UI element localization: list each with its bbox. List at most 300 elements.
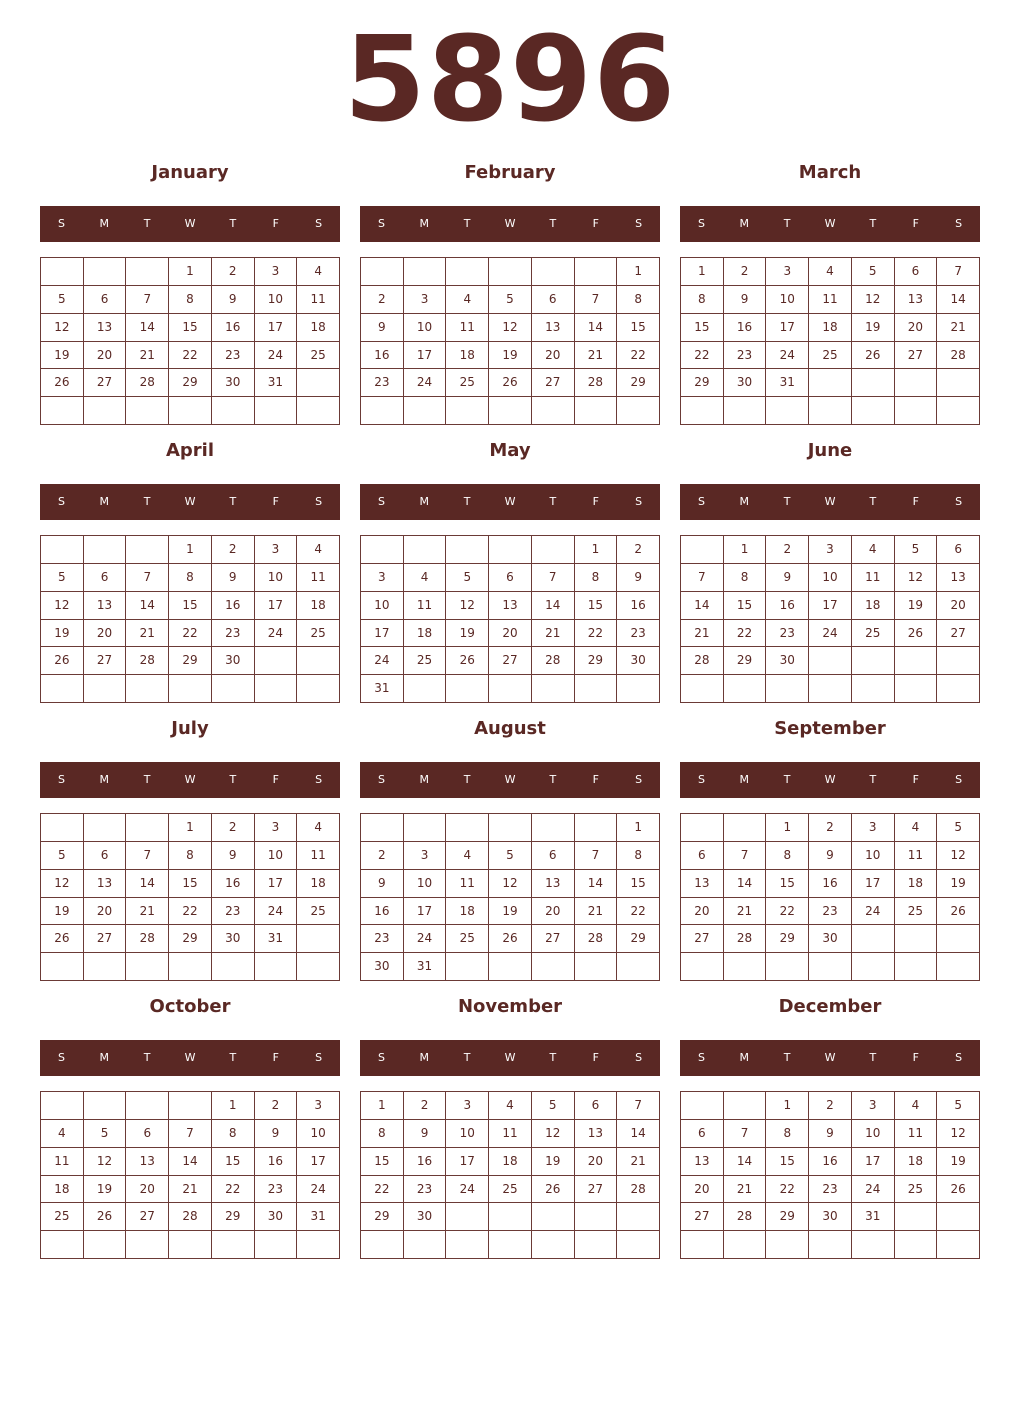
day-cell: 16: [255, 1148, 298, 1176]
day-cell: 19: [532, 1148, 575, 1176]
day-cell: 29: [681, 369, 724, 397]
weekday-label: W: [824, 773, 836, 786]
empty-day-cell: [852, 647, 895, 675]
month-name: January: [151, 162, 229, 183]
day-cell: 14: [575, 314, 618, 342]
empty-day-cell: [937, 1231, 980, 1259]
day-cell: 27: [532, 925, 575, 953]
empty-day-cell: [937, 925, 980, 953]
weekday-label: S: [57, 495, 65, 508]
empty-day-cell: [446, 1231, 489, 1259]
day-cell: 8: [724, 564, 767, 592]
weekday-label: T: [229, 773, 237, 786]
day-cell: 20: [84, 898, 127, 926]
empty-day-cell: [489, 953, 532, 981]
day-cell: 24: [852, 1176, 895, 1204]
day-cell: 19: [41, 620, 84, 648]
weekday-label: F: [912, 1051, 919, 1064]
empty-day-cell: [126, 1092, 169, 1120]
day-cell: 21: [126, 342, 169, 370]
empty-day-cell: [297, 397, 340, 425]
day-cell: 21: [617, 1148, 660, 1176]
day-cell: 21: [169, 1176, 212, 1204]
day-cell: 25: [895, 898, 938, 926]
day-cell: 26: [895, 620, 938, 648]
day-cell: 12: [852, 286, 895, 314]
day-cell: 30: [617, 647, 660, 675]
day-cell: 22: [766, 898, 809, 926]
day-cell: 10: [255, 564, 298, 592]
weekday-label: T: [143, 1051, 151, 1064]
day-cell: 22: [169, 620, 212, 648]
day-cell: 28: [724, 925, 767, 953]
day-cell: 23: [809, 898, 852, 926]
day-cell: 23: [724, 342, 767, 370]
empty-day-cell: [681, 397, 724, 425]
day-cell: 5: [489, 286, 532, 314]
day-cell: 16: [404, 1148, 447, 1176]
day-cell: 13: [84, 314, 127, 342]
weekday-label: S: [955, 495, 963, 508]
day-cell: 9: [404, 1120, 447, 1148]
day-cell: 16: [361, 898, 404, 926]
day-cell: 4: [489, 1092, 532, 1120]
day-cell: 25: [41, 1203, 84, 1231]
empty-day-cell: [169, 1092, 212, 1120]
day-cell: 13: [84, 870, 127, 898]
day-cell: 21: [126, 620, 169, 648]
weekday-label: F: [912, 495, 919, 508]
day-cell: 18: [446, 342, 489, 370]
weekday-label: S: [315, 773, 323, 786]
weekday-label: W: [504, 773, 516, 786]
day-cell: 5: [489, 842, 532, 870]
day-cell: 18: [41, 1176, 84, 1204]
day-cell: 12: [532, 1120, 575, 1148]
empty-day-cell: [297, 647, 340, 675]
weekday-label: T: [549, 773, 557, 786]
day-cell: 3: [255, 536, 298, 564]
day-cell: 22: [169, 898, 212, 926]
day-cell: 27: [681, 925, 724, 953]
day-cell: 30: [404, 1203, 447, 1231]
empty-day-cell: [41, 397, 84, 425]
weekday-label: F: [912, 773, 919, 786]
empty-day-cell: [532, 953, 575, 981]
empty-day-cell: [575, 675, 618, 703]
day-cell: 9: [617, 564, 660, 592]
day-cell: 8: [169, 842, 212, 870]
empty-day-cell: [212, 397, 255, 425]
day-cell: 2: [766, 536, 809, 564]
day-cell: 31: [255, 925, 298, 953]
empty-day-cell: [489, 1231, 532, 1259]
empty-day-cell: [681, 814, 724, 842]
day-cell: 4: [297, 814, 340, 842]
day-cell: 2: [361, 842, 404, 870]
empty-day-cell: [446, 953, 489, 981]
day-cell: 24: [255, 898, 298, 926]
empty-day-cell: [575, 1231, 618, 1259]
empty-day-cell: [937, 1203, 980, 1231]
day-cell: 13: [575, 1120, 618, 1148]
weekday-label: W: [504, 495, 516, 508]
day-cell: 29: [169, 925, 212, 953]
weekday-label: F: [272, 773, 279, 786]
day-cell: 4: [895, 814, 938, 842]
day-cell: 18: [852, 592, 895, 620]
day-cell: 2: [809, 814, 852, 842]
day-cell: 14: [937, 286, 980, 314]
day-cell: 14: [681, 592, 724, 620]
empty-day-cell: [41, 1231, 84, 1259]
day-cell: 3: [404, 842, 447, 870]
day-cell: 19: [84, 1176, 127, 1204]
day-cell: 12: [84, 1148, 127, 1176]
weekday-label: M: [99, 495, 110, 508]
day-cell: 9: [809, 1120, 852, 1148]
empty-day-cell: [361, 814, 404, 842]
weekday-label: M: [99, 1051, 110, 1064]
day-cell: 20: [532, 898, 575, 926]
empty-day-cell: [575, 1203, 618, 1231]
day-cell: 15: [681, 314, 724, 342]
weekday-label: M: [99, 773, 110, 786]
day-cell: 4: [404, 564, 447, 592]
day-cell: 3: [255, 814, 298, 842]
empty-day-cell: [532, 536, 575, 564]
day-cell: 23: [361, 369, 404, 397]
day-cell: 9: [255, 1120, 298, 1148]
day-cell: 2: [404, 1092, 447, 1120]
empty-day-cell: [404, 1231, 447, 1259]
weekday-header: [40, 484, 340, 520]
weekday-label: T: [549, 495, 557, 508]
day-cell: 29: [766, 1203, 809, 1231]
day-cell: 25: [297, 342, 340, 370]
day-cell: 17: [852, 870, 895, 898]
day-cell: 28: [617, 1176, 660, 1204]
weekday-label: M: [739, 773, 750, 786]
empty-day-cell: [404, 397, 447, 425]
day-cell: 28: [575, 925, 618, 953]
month-name: August: [474, 718, 546, 739]
empty-day-cell: [852, 953, 895, 981]
day-cell: 21: [575, 342, 618, 370]
day-cell: 2: [361, 286, 404, 314]
day-cell: 12: [41, 870, 84, 898]
day-cell: 26: [41, 647, 84, 675]
empty-day-cell: [895, 953, 938, 981]
day-grid: [360, 257, 660, 425]
day-cell: 17: [446, 1148, 489, 1176]
empty-day-cell: [617, 675, 660, 703]
empty-day-cell: [126, 536, 169, 564]
day-cell: 30: [766, 647, 809, 675]
day-cell: 12: [446, 592, 489, 620]
day-cell: 20: [575, 1148, 618, 1176]
day-cell: 1: [617, 258, 660, 286]
day-cell: 13: [126, 1148, 169, 1176]
weekday-label: M: [99, 217, 110, 230]
day-cell: 3: [404, 286, 447, 314]
day-cell: 31: [255, 369, 298, 397]
day-cell: 1: [169, 258, 212, 286]
empty-day-cell: [681, 953, 724, 981]
empty-day-cell: [297, 1231, 340, 1259]
day-cell: 5: [41, 286, 84, 314]
day-cell: 25: [809, 342, 852, 370]
empty-day-cell: [446, 1203, 489, 1231]
day-cell: 11: [809, 286, 852, 314]
weekday-label: S: [697, 773, 705, 786]
day-cell: 11: [895, 1120, 938, 1148]
empty-day-cell: [169, 397, 212, 425]
empty-day-cell: [489, 258, 532, 286]
weekday-label: S: [57, 1051, 65, 1064]
day-cell: 29: [169, 369, 212, 397]
day-cell: 14: [169, 1148, 212, 1176]
weekday-label: M: [739, 1051, 750, 1064]
day-cell: 11: [895, 842, 938, 870]
day-cell: 27: [489, 647, 532, 675]
empty-day-cell: [895, 1231, 938, 1259]
day-cell: 10: [809, 564, 852, 592]
day-cell: 4: [41, 1120, 84, 1148]
day-cell: 19: [446, 620, 489, 648]
day-cell: 5: [41, 564, 84, 592]
day-cell: 10: [404, 314, 447, 342]
day-cell: 20: [681, 1176, 724, 1204]
weekday-label: T: [143, 773, 151, 786]
day-cell: 22: [617, 898, 660, 926]
day-cell: 8: [169, 286, 212, 314]
day-cell: 21: [575, 898, 618, 926]
day-cell: 18: [404, 620, 447, 648]
day-cell: 6: [937, 536, 980, 564]
empty-day-cell: [84, 953, 127, 981]
empty-day-cell: [489, 675, 532, 703]
day-cell: 16: [809, 870, 852, 898]
day-cell: 31: [297, 1203, 340, 1231]
day-cell: 26: [84, 1203, 127, 1231]
day-cell: 18: [895, 870, 938, 898]
empty-day-cell: [937, 953, 980, 981]
weekday-label: W: [184, 495, 196, 508]
empty-day-cell: [212, 1231, 255, 1259]
day-cell: 16: [724, 314, 767, 342]
empty-day-cell: [532, 258, 575, 286]
day-cell: 9: [212, 286, 255, 314]
weekday-label: F: [912, 217, 919, 230]
weekday-label: F: [592, 1051, 599, 1064]
day-cell: 26: [937, 1176, 980, 1204]
day-cell: 1: [617, 814, 660, 842]
day-cell: 30: [724, 369, 767, 397]
day-cell: 6: [84, 842, 127, 870]
weekday-header: [360, 206, 660, 242]
day-cell: 14: [617, 1120, 660, 1148]
day-cell: 9: [361, 870, 404, 898]
day-cell: 22: [724, 620, 767, 648]
day-cell: 6: [575, 1092, 618, 1120]
empty-day-cell: [84, 675, 127, 703]
day-cell: 2: [724, 258, 767, 286]
weekday-label: T: [229, 1051, 237, 1064]
day-cell: 2: [617, 536, 660, 564]
day-cell: 29: [724, 647, 767, 675]
empty-day-cell: [575, 953, 618, 981]
weekday-label: T: [549, 217, 557, 230]
day-cell: 21: [937, 314, 980, 342]
month-name: March: [798, 162, 862, 183]
empty-day-cell: [126, 397, 169, 425]
day-cell: 7: [937, 258, 980, 286]
empty-day-cell: [617, 953, 660, 981]
day-cell: 10: [852, 1120, 895, 1148]
day-cell: 17: [255, 314, 298, 342]
empty-day-cell: [41, 1092, 84, 1120]
empty-day-cell: [84, 536, 127, 564]
empty-day-cell: [532, 397, 575, 425]
day-cell: 29: [212, 1203, 255, 1231]
empty-day-cell: [255, 397, 298, 425]
weekday-label: M: [739, 217, 750, 230]
day-cell: 26: [532, 1176, 575, 1204]
day-cell: 28: [126, 369, 169, 397]
day-cell: 13: [84, 592, 127, 620]
day-cell: 11: [489, 1120, 532, 1148]
day-cell: 6: [126, 1120, 169, 1148]
day-cell: 12: [41, 314, 84, 342]
day-cell: 18: [297, 870, 340, 898]
day-cell: 14: [126, 314, 169, 342]
weekday-label: T: [869, 495, 877, 508]
day-cell: 12: [489, 870, 532, 898]
weekday-label: T: [229, 495, 237, 508]
weekday-header: [360, 1040, 660, 1076]
day-cell: 3: [361, 564, 404, 592]
day-cell: 25: [895, 1176, 938, 1204]
day-cell: 6: [532, 842, 575, 870]
day-cell: 6: [84, 564, 127, 592]
day-cell: 30: [212, 925, 255, 953]
day-cell: 30: [809, 1203, 852, 1231]
day-cell: 21: [681, 620, 724, 648]
day-cell: 28: [575, 369, 618, 397]
day-cell: 1: [724, 536, 767, 564]
day-cell: 29: [361, 1203, 404, 1231]
day-grid: [40, 257, 340, 425]
day-cell: 10: [297, 1120, 340, 1148]
day-cell: 17: [255, 870, 298, 898]
empty-day-cell: [809, 369, 852, 397]
weekday-label: S: [697, 1051, 705, 1064]
empty-day-cell: [41, 675, 84, 703]
day-cell: 4: [297, 258, 340, 286]
weekday-label: T: [143, 217, 151, 230]
empty-day-cell: [404, 814, 447, 842]
weekday-label: S: [635, 1051, 643, 1064]
empty-day-cell: [852, 925, 895, 953]
day-grid: [40, 1091, 340, 1259]
month-name: February: [464, 162, 556, 183]
day-cell: 16: [212, 314, 255, 342]
day-cell: 30: [361, 953, 404, 981]
day-cell: 4: [446, 286, 489, 314]
day-cell: 21: [126, 898, 169, 926]
empty-day-cell: [724, 1231, 767, 1259]
empty-day-cell: [84, 1092, 127, 1120]
day-cell: 2: [212, 258, 255, 286]
day-cell: 23: [255, 1176, 298, 1204]
empty-day-cell: [809, 397, 852, 425]
day-cell: 8: [681, 286, 724, 314]
day-cell: 22: [681, 342, 724, 370]
day-cell: 9: [809, 842, 852, 870]
empty-day-cell: [297, 953, 340, 981]
empty-day-cell: [681, 1092, 724, 1120]
day-cell: 4: [297, 536, 340, 564]
day-cell: 13: [532, 314, 575, 342]
empty-day-cell: [446, 675, 489, 703]
empty-day-cell: [937, 675, 980, 703]
day-cell: 10: [361, 592, 404, 620]
weekday-label: F: [272, 495, 279, 508]
day-cell: 31: [852, 1203, 895, 1231]
empty-day-cell: [126, 814, 169, 842]
weekday-label: F: [592, 495, 599, 508]
weekday-label: T: [783, 773, 791, 786]
day-cell: 8: [212, 1120, 255, 1148]
day-cell: 28: [126, 647, 169, 675]
day-cell: 27: [895, 342, 938, 370]
day-cell: 29: [617, 369, 660, 397]
empty-day-cell: [361, 1231, 404, 1259]
empty-day-cell: [766, 397, 809, 425]
day-cell: 16: [809, 1148, 852, 1176]
day-cell: 1: [212, 1092, 255, 1120]
day-cell: 9: [766, 564, 809, 592]
day-grid: [40, 813, 340, 981]
empty-day-cell: [937, 369, 980, 397]
day-cell: 31: [361, 675, 404, 703]
weekday-label: W: [184, 217, 196, 230]
weekday-label: T: [783, 495, 791, 508]
empty-day-cell: [895, 397, 938, 425]
day-cell: 6: [681, 1120, 724, 1148]
day-grid: [680, 535, 980, 703]
year-title: 5896: [343, 10, 677, 148]
day-cell: 16: [212, 592, 255, 620]
day-cell: 29: [169, 647, 212, 675]
day-cell: 13: [937, 564, 980, 592]
empty-day-cell: [681, 1231, 724, 1259]
day-cell: 20: [84, 342, 127, 370]
day-cell: 8: [766, 1120, 809, 1148]
day-cell: 16: [617, 592, 660, 620]
day-cell: 12: [41, 592, 84, 620]
day-cell: 14: [126, 870, 169, 898]
empty-day-cell: [575, 814, 618, 842]
day-cell: 9: [212, 842, 255, 870]
empty-day-cell: [404, 258, 447, 286]
weekday-label: T: [463, 773, 471, 786]
empty-day-cell: [126, 258, 169, 286]
weekday-label: T: [783, 217, 791, 230]
empty-day-cell: [446, 814, 489, 842]
day-cell: 30: [255, 1203, 298, 1231]
